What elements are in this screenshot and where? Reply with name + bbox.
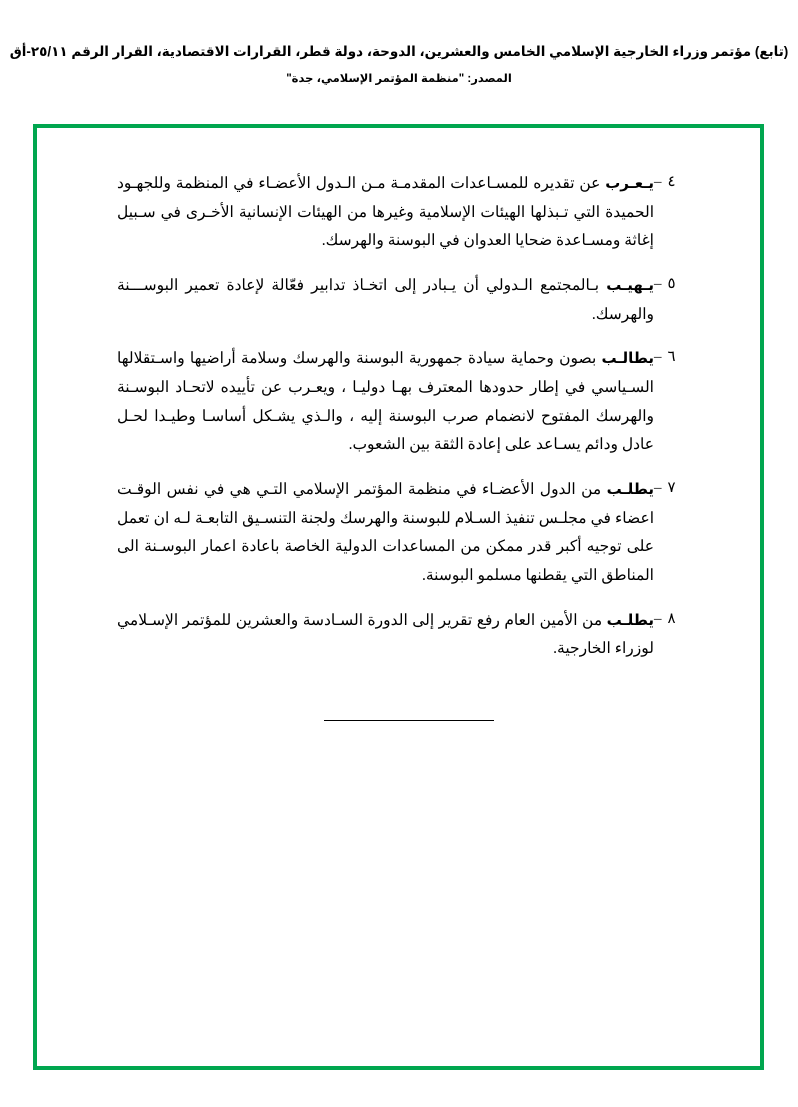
clause-item — [117, 476, 700, 591]
clause-number — [654, 607, 700, 628]
clause-dash: – — [654, 610, 662, 627]
clause-number-value: ٨ — [667, 610, 676, 627]
clause-lead-word: يـهيـب — [606, 277, 654, 295]
clause-lead-word: يطلـب — [606, 481, 654, 499]
clause-lead-word: يـعـرب — [605, 175, 654, 192]
clause-text — [117, 607, 654, 664]
clause-body-text: عن تقديره للمسـاعدات المقدمـة مـن الـدول الأعضـاء في المنظمة وللجهـود الحميدة التي تـبذلها الهيئات الإسلامية وغيرها من الهيئات الإنسانية الأخـرى في سـبيل إغاثة ومسـاعدة ضحايا العدوان في البوسنة والهرسك. — [117, 175, 654, 250]
clause-item — [117, 272, 700, 329]
clause-item — [117, 170, 700, 256]
clause-text — [117, 272, 654, 329]
section-divider — [117, 690, 700, 721]
clause-dash: – — [654, 480, 662, 497]
clause-number-value: ٦ — [667, 349, 676, 366]
clause-item — [117, 607, 700, 664]
clause-number — [654, 476, 700, 497]
clause-dash: – — [654, 276, 662, 293]
clause-lead-word: يطلـب — [606, 611, 654, 629]
horizontal-rule — [324, 720, 494, 721]
clause-item — [117, 345, 700, 460]
clause-body-text: من الدول الأعضـاء في منظمة المؤتمر الإسلامي التـي هي في نفس الوقـت اعضاء في مجلـس تنفيذ السـلام للبوسنة والهرسك ولجنة التنسـيق التابعـة لـه ان تعمل على توجيه أكبر قدر ممكن من المساعدات الدولية الخاصة باعادة اعمار البوسـنة الى المناطق التي يقطنها مسلمو البوسنة. — [117, 481, 654, 585]
header-source-line: المصدر: "منظمة المؤتمر الإسلامي، جدة" — [286, 73, 512, 86]
clause-list — [117, 170, 700, 721]
clause-text — [117, 476, 654, 591]
clause-dash: – — [654, 174, 662, 190]
clause-body-text: بـالمجتمع الـدولي أن يـبادر إلى اتخـاذ تدابير فعّالة لإعادة تعمير البوســـنة والهرسك. — [117, 277, 654, 323]
clause-number-value: ٤ — [667, 174, 676, 190]
clause-dash: – — [654, 349, 662, 366]
header-title-line: (تابع) مؤتمر وزراء الخارجية الإسلامي الخامس والعشرين، الدوحة، دولة قطر، القرارات الاقتصادية، القرار الرقم ٢٥/١١-أق — [9, 44, 789, 59]
clause-lead-word: يطالـب — [601, 350, 654, 368]
green-border-frame — [33, 124, 764, 1070]
clause-body-text: بصون وحماية سيادة جمهورية البوسنة والهرسك وسلامة أراضيها واسـتقلالها السـياسي في إطار حدودها المعترف بهـا دوليـا ، ويعـرب عن تأييده لاتحـاد البوسـنة والهرسك المفتوح لانضمام صرب البوسنة إليه ، والـذي يشـكل أساسـا وطيـدا لحـل عادل ودائم يسـاعد على إعادة الثقة بين الشعوب. — [117, 350, 654, 454]
clause-text — [117, 345, 654, 460]
clause-number — [654, 345, 700, 366]
clause-number-value: ٧ — [667, 480, 676, 497]
clause-body-text: من الأمين العام رفع تقرير إلى الدورة السـادسة والعشرين للمؤتمر الإسـلامي لوزراء الخارجية. — [117, 611, 654, 658]
clause-number — [654, 272, 700, 293]
document-header — [0, 42, 798, 89]
clause-number-value: ٥ — [667, 276, 676, 293]
clause-number — [654, 170, 700, 191]
clause-text — [117, 170, 654, 256]
